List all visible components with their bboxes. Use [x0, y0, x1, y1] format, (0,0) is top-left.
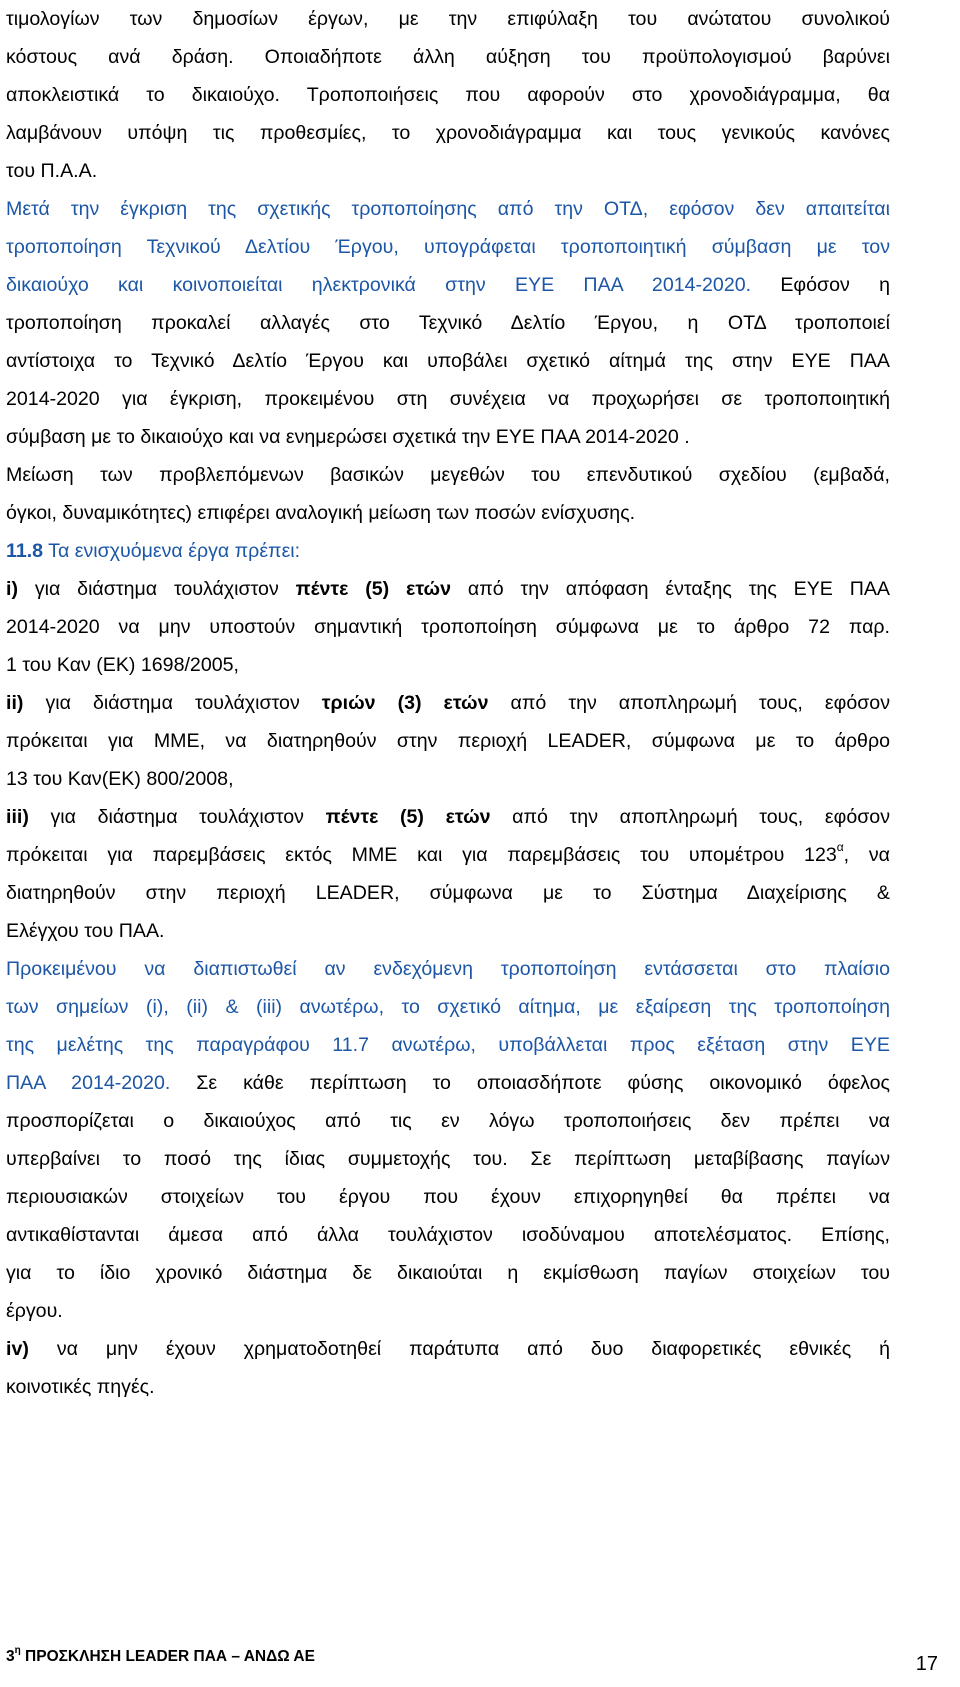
- text-span: έργου.: [6, 1300, 63, 1322]
- text-span: τροποποίηση Τεχνικού Δελτίου Έργου, υπογράφεται τροποποιητική σύμβαση με τον: [6, 236, 890, 258]
- text-span: , να: [843, 844, 890, 866]
- text-span: 1 του Καν (ΕΚ) 1698/2005,: [6, 654, 239, 676]
- document-page: [6, 0, 890, 1406]
- text-span: περιουσιακών στοιχείων του έργου που έχουν επιχορηγηθεί θα πρέπει να: [6, 1186, 890, 1208]
- text-span: αντικαθίστανται άμεσα από άλλα τουλάχιστον ισοδύναμου αποτελέσματος.: [6, 1224, 793, 1246]
- text-span: υπερβαίνει το ποσό της ίδιας συμμετοχής του.: [6, 1148, 508, 1170]
- text-line: [6, 380, 890, 418]
- text-span: Εφόσον η: [751, 274, 891, 296]
- text-span: για το ίδιο χρονικό διάστημα δε δικαιούται η εκμίσθωση παγίων στοιχείων του: [6, 1262, 890, 1284]
- text-line: [6, 456, 890, 494]
- list-marker: i): [6, 578, 18, 600]
- text-span: 13 του Καν(ΕΚ) 800/2008,: [6, 768, 234, 790]
- text-span: προσπορίζεται ο δικαιούχος από τις εν λόγω τροποποιήσεις δεν πρέπει να: [6, 1110, 890, 1132]
- text-span: για διάστημα τουλάχιστον: [17, 578, 296, 600]
- text-span: Ελέγχου του ΠΑΑ.: [6, 920, 165, 942]
- text-span: αντίστοιχα το Τεχνικό Δελτίο Έργου και υποβάλει σχετικό αίτημά της στην ΕΥΕ ΠΑΑ: [6, 350, 890, 372]
- text-line: [6, 1254, 890, 1292]
- text-span: για διάστημα τουλάχιστον: [23, 692, 322, 714]
- list-marker: iv): [6, 1338, 29, 1360]
- text-span: Μείωση των προβλεπόμενων βασικών μεγεθών του επενδυτικού σχεδίου (εμβαδά,: [6, 464, 890, 486]
- text-line: [6, 1178, 890, 1216]
- text-line: [6, 874, 890, 912]
- text-span: να μην έχουν χρηματοδοτηθεί παράτυπα από δυο διαφορετικές εθνικές ή: [28, 1338, 890, 1360]
- text-line: [6, 1026, 890, 1064]
- text-line: [6, 418, 890, 456]
- text-span: διατηρηθούν στην περιοχή LEADER, σύμφωνα με το Σύστημα Διαχείρισης &: [6, 882, 890, 904]
- text-line: [6, 798, 890, 836]
- footer-title: ΠΡΟΣΚΛΗΣΗ LEADER ΠΑΑ – ΑΝΔΩ ΑΕ: [25, 1648, 315, 1665]
- text-line: [6, 1292, 890, 1330]
- section-number: 11.8: [6, 540, 44, 562]
- page-number: 17: [915, 1653, 938, 1675]
- text-line: [6, 1102, 890, 1140]
- text-line: [6, 114, 890, 152]
- text-span: από την αποπληρωμή τους, εφόσον: [488, 692, 890, 714]
- text-line: [6, 608, 890, 646]
- text-line: [6, 494, 890, 532]
- text-line: [6, 1216, 890, 1254]
- text-span: τροποποίηση προκαλεί αλλαγές στο Τεχνικό Δελτίο Έργου, η ΟΤΔ τροποποιεί: [6, 312, 890, 334]
- text-line: [6, 760, 890, 798]
- text-span: του Π.Α.Α.: [6, 160, 98, 182]
- text-line: [6, 684, 890, 722]
- text-span: Σε κάθε περίπτωση το οποιασδήποτε φύσης οικονομικό όφελος: [170, 1072, 891, 1094]
- section-heading: [6, 532, 890, 570]
- text-span: Μετά την έγκριση της σχετικής τροποποίησης από την ΟΤΔ, εφόσον δεν απαιτείται: [6, 198, 890, 220]
- text-span: δικαιούχο και κοινοποιείται ηλεκτρονικά στην ΕΥΕ ΠΑΑ 2014-2020.: [6, 274, 752, 296]
- text-line: [6, 1330, 890, 1368]
- text-line: [6, 950, 890, 988]
- text-span: Επίσης,: [792, 1224, 890, 1246]
- text-span: Προκειμένου να διαπιστωθεί αν ενδεχόμενη τροποποίηση εντάσσεται στο πλαίσιο: [6, 958, 890, 980]
- text-line: [6, 0, 890, 38]
- emphasis-span: πέντε (5) ετών: [295, 578, 452, 600]
- text-span: από την απόφαση ένταξης της ΕΥΕ ΠΑΑ: [451, 578, 890, 600]
- text-line: [6, 646, 890, 684]
- text-line: [6, 570, 890, 608]
- text-line: [6, 722, 890, 760]
- text-line: [6, 38, 890, 76]
- emphasis-span: τριών (3) ετών: [321, 692, 489, 714]
- footer-number: 3: [6, 1648, 15, 1665]
- text-span: 2014-2020 να μην υποστούν σημαντική τροποποίηση σύμφωνα με το άρθρο 72 παρ.: [6, 616, 890, 638]
- text-line: [6, 1064, 890, 1102]
- emphasis-span: πέντε (5) ετών: [325, 806, 491, 828]
- text-span: κόστους ανά δράση. Οποιαδήποτε άλλη αύξηση του προϋπολογισμού βαρύνει: [6, 46, 890, 68]
- text-line: [6, 152, 890, 190]
- text-span: λαμβάνουν υπόψη τις προθεσμίες, το χρονοδιάγραμμα και τους γενικούς κανόνες: [6, 122, 890, 144]
- text-span: τιμολογίων των δημοσίων έργων, με την επιφύλαξη του ανώτατου συνολικού: [6, 8, 890, 30]
- list-marker: iii): [6, 806, 29, 828]
- text-line: [6, 836, 890, 874]
- text-line: [6, 228, 890, 266]
- text-line: [6, 76, 890, 114]
- text-line: [6, 342, 890, 380]
- text-span: κοινοτικές πηγές.: [6, 1376, 155, 1398]
- superscript: α: [836, 840, 844, 855]
- text-span: όγκοι, δυναμικότητες) επιφέρει αναλογική μείωση των ποσών ενίσχυσης.: [6, 502, 636, 524]
- text-span: από την αποπληρωμή τους, εφόσον: [490, 806, 890, 828]
- list-marker: ii): [6, 692, 24, 714]
- text-line: [6, 266, 890, 304]
- text-span: Σε περίπτωση μεταβίβασης παγίων: [507, 1148, 890, 1170]
- text-span: των σημείων (i), (ii) & (iii) ανωτέρω, το σχετικό αίτημα, με εξαίρεση της τροποποίηση: [6, 996, 890, 1018]
- text-line: [6, 304, 890, 342]
- text-span: Τα ενισχυόμενα έργα πρέπει:: [43, 540, 301, 562]
- text-line: [6, 1140, 890, 1178]
- text-span: πρόκειται για παρεμβάσεις εκτός ΜΜΕ και για παρεμβάσεις του υπομέτρου 123: [6, 844, 837, 866]
- footer-superscript: η: [14, 1644, 21, 1656]
- text-line: [6, 988, 890, 1026]
- text-line: [6, 912, 890, 950]
- text-span: σύμβαση με το δικαιούχο και να ενημερώσει σχετικά την ΕΥΕ ΠΑΑ 2014-2020 .: [6, 426, 690, 448]
- text-line: [6, 190, 890, 228]
- text-span: 2014-2020 για έγκριση, προκειμένου στη συνέχεια να προχωρήσει σε τροποποιητική: [6, 388, 890, 410]
- text-span: αποκλειστικά το δικαιούχο. Τροποποιήσεις που αφορούν στο χρονοδιάγραμμα, θα: [6, 84, 890, 106]
- page-footer: [6, 1644, 315, 1666]
- text-line: [6, 1368, 890, 1406]
- text-span: ΠΑΑ 2014-2020.: [6, 1072, 171, 1094]
- text-span: της μελέτης της παραγράφου 11.7 ανωτέρω, υποβάλλεται προς εξέταση στην ΕΥΕ: [6, 1034, 890, 1056]
- text-span: για διάστημα τουλάχιστον: [28, 806, 326, 828]
- text-span: πρόκειται για ΜΜΕ, να διατηρηθούν στην περιοχή LEADER, σύμφωνα με το άρθρο: [6, 730, 890, 752]
